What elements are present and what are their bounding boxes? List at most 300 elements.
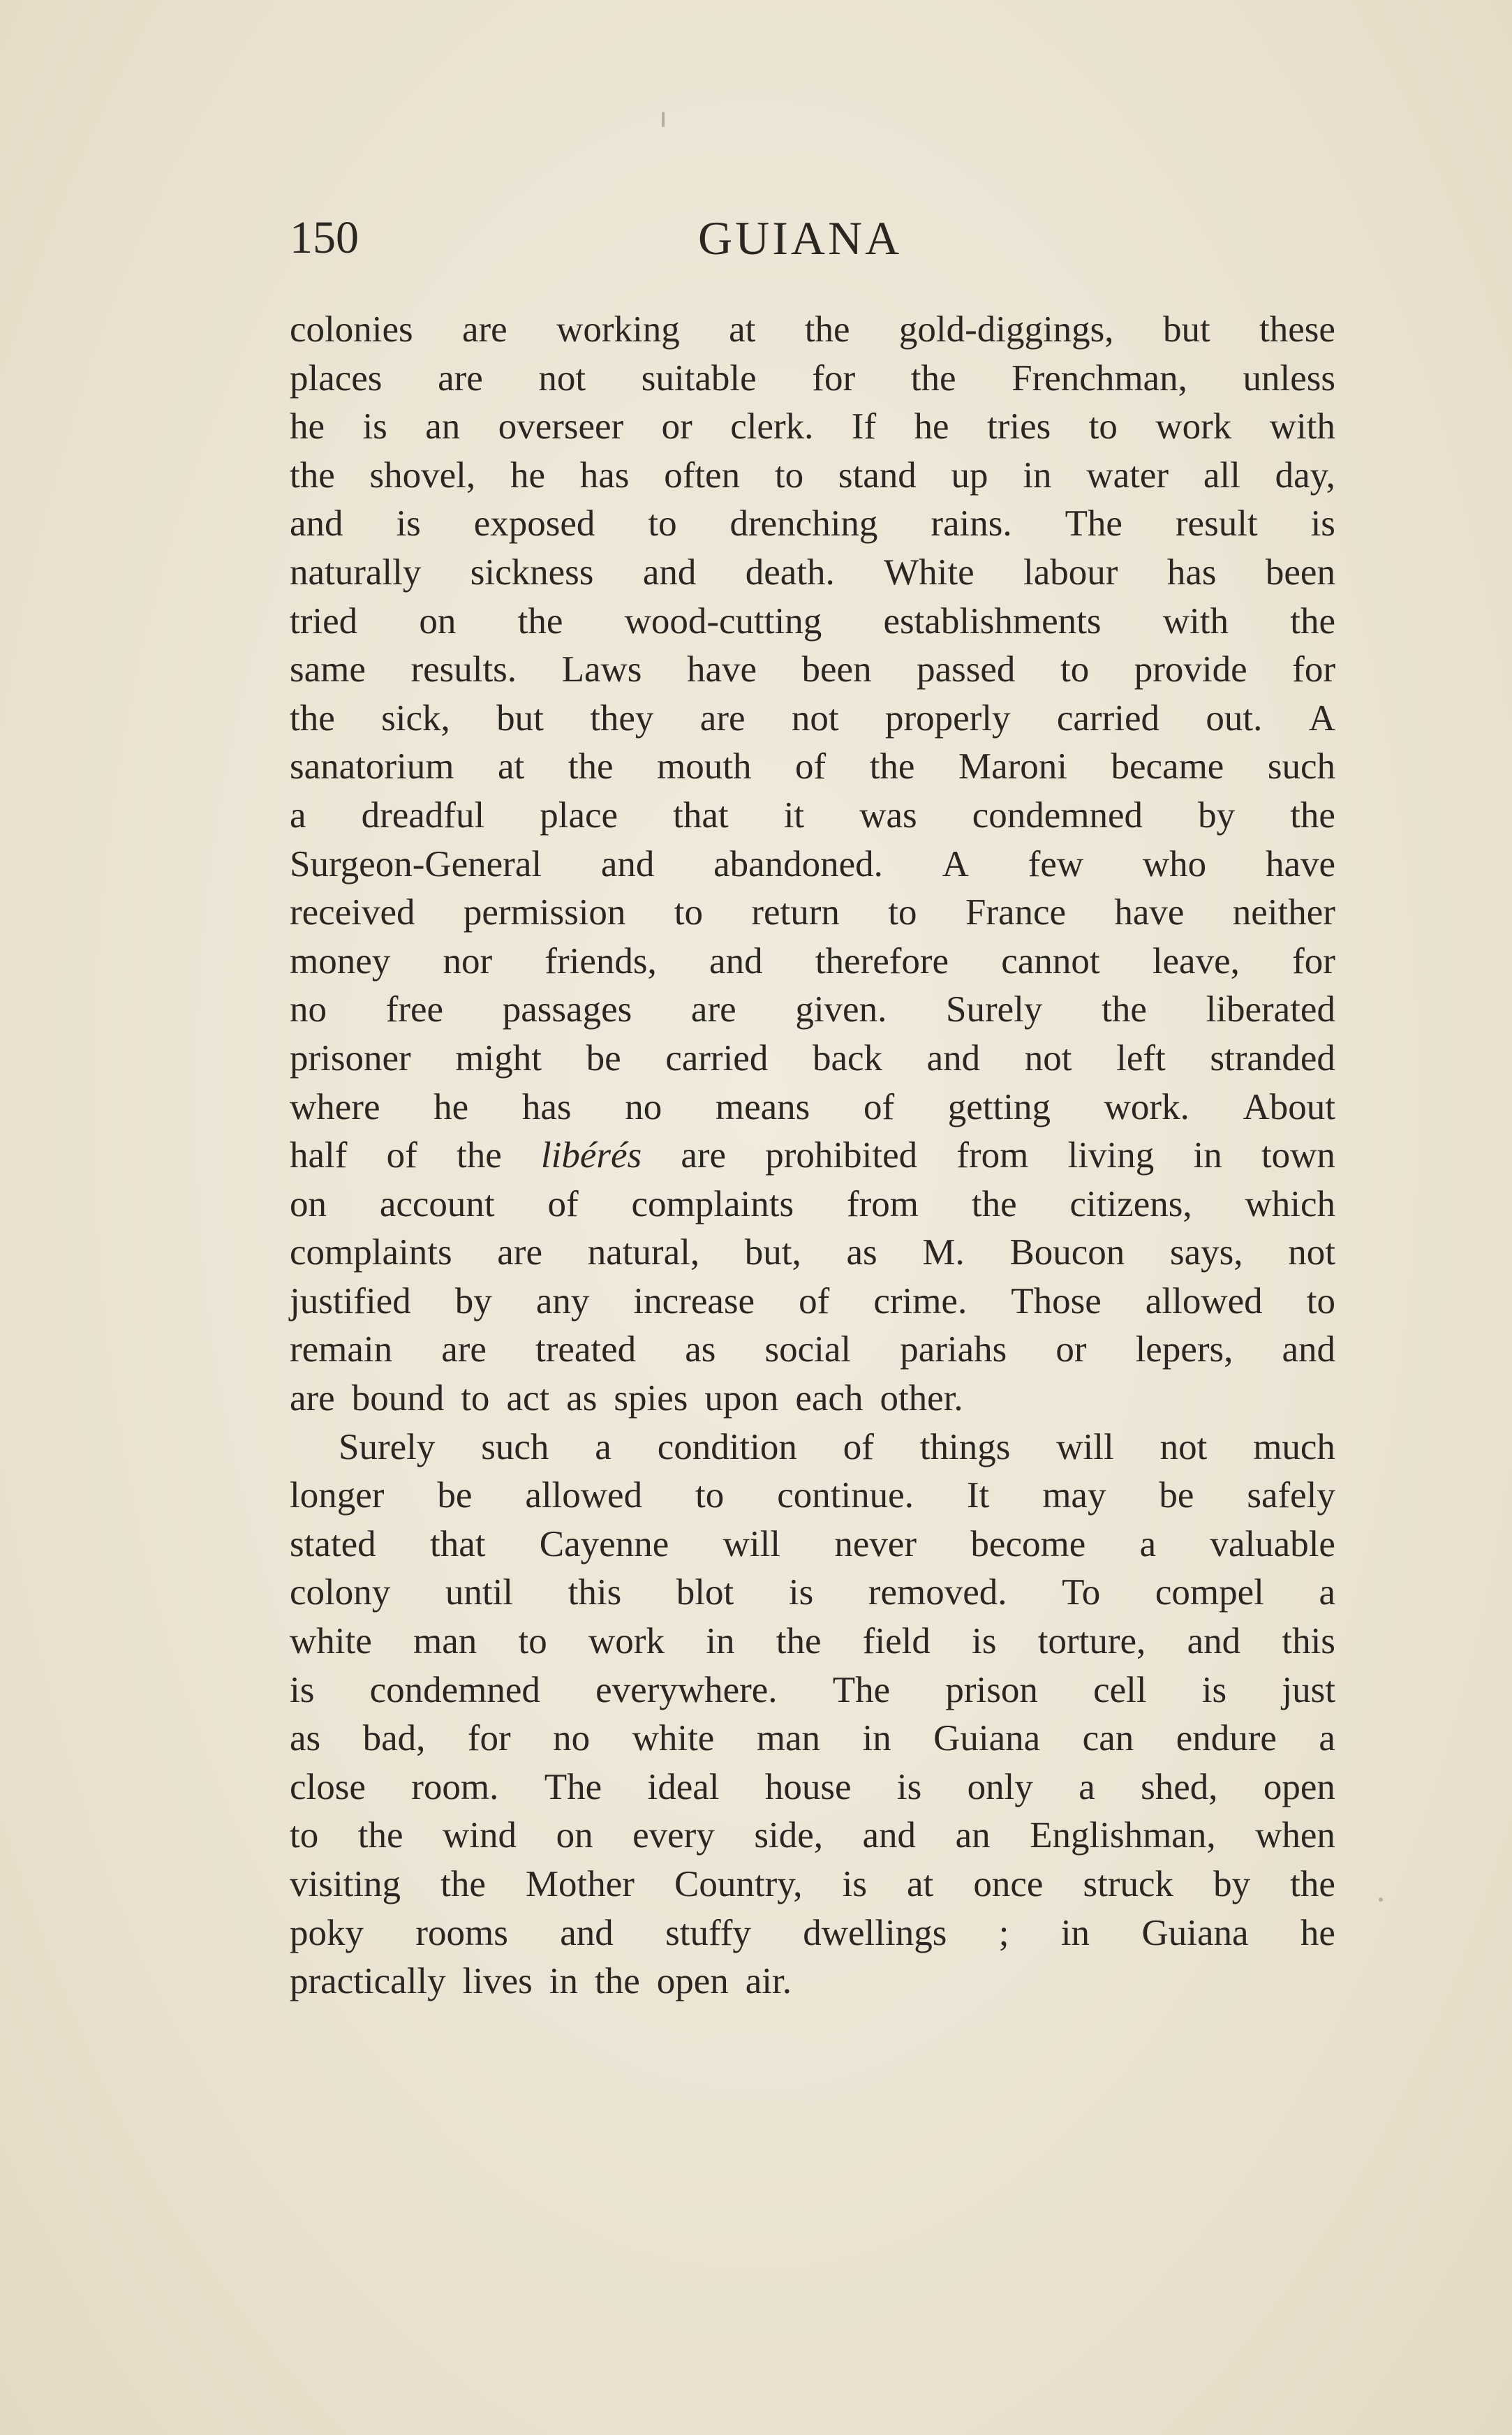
word: Country, <box>674 1864 803 1904</box>
word: Englishman, <box>1030 1815 1216 1856</box>
word: with <box>1162 600 1229 642</box>
word: death. <box>745 552 835 593</box>
word: shovel, <box>369 454 476 496</box>
text-line <box>290 889 1335 938</box>
word: this <box>568 1572 622 1613</box>
text-line <box>290 1375 1335 1423</box>
word: are <box>497 1232 542 1273</box>
word: which <box>1245 1183 1335 1224</box>
word: colonies <box>290 309 413 350</box>
word: condition <box>657 1426 797 1467</box>
text-line <box>290 1666 1335 1715</box>
word: lepers, <box>1135 1329 1233 1370</box>
word: a <box>1139 1523 1157 1564</box>
word: the <box>776 1621 822 1662</box>
word: on <box>419 600 457 642</box>
word: white <box>632 1718 715 1759</box>
word: bound <box>351 1378 445 1419</box>
word: labour <box>1023 552 1118 593</box>
word: much <box>1253 1426 1335 1467</box>
word: and <box>290 503 343 545</box>
text-line <box>290 1035 1335 1083</box>
word: are <box>290 1378 335 1419</box>
text-line <box>290 695 1335 743</box>
word: these <box>1259 309 1335 350</box>
word: Surgeon-General <box>290 843 542 885</box>
word: in <box>1193 1135 1222 1176</box>
word: unless <box>1243 357 1335 399</box>
word: Guiana <box>933 1718 1041 1759</box>
word: remain <box>290 1329 393 1370</box>
word: this <box>1282 1621 1335 1662</box>
word: complaints <box>631 1183 794 1224</box>
word: liberated <box>1206 989 1335 1030</box>
word: the <box>910 357 956 399</box>
word: he <box>510 454 545 496</box>
word: sick, <box>381 697 450 739</box>
text-line <box>290 1763 1335 1812</box>
word: and <box>1282 1329 1335 1370</box>
word: money <box>290 940 391 982</box>
word: be <box>437 1475 473 1516</box>
word: is <box>896 1766 922 1807</box>
word: colony <box>290 1572 391 1613</box>
word: on <box>556 1815 593 1856</box>
word: and <box>862 1815 917 1856</box>
word: is <box>788 1572 814 1613</box>
text-line <box>290 355 1335 404</box>
word: Boucon <box>1009 1232 1125 1273</box>
word: citizens, <box>1069 1183 1192 1224</box>
body-text <box>290 306 1335 2006</box>
word: working <box>556 309 680 350</box>
text-line <box>290 1520 1335 1569</box>
word: Surely <box>339 1426 436 1467</box>
word: given. <box>795 989 887 1030</box>
word: increase <box>633 1280 755 1322</box>
word: the <box>971 1183 1017 1224</box>
word: removed. <box>868 1572 1007 1613</box>
word: such <box>481 1426 549 1467</box>
word: to <box>648 503 677 545</box>
word: allowed <box>525 1475 643 1516</box>
text-line <box>290 1618 1335 1666</box>
word: the <box>869 746 915 787</box>
word: allowed <box>1145 1280 1263 1322</box>
word: dreadful <box>361 794 485 836</box>
word: out. <box>1206 697 1263 739</box>
word: are <box>438 357 483 399</box>
word: is <box>362 406 387 447</box>
word: carried <box>1056 697 1159 739</box>
word: The <box>544 1766 602 1807</box>
word: crime. <box>873 1280 968 1322</box>
word: getting <box>947 1086 1051 1127</box>
word: be <box>1159 1475 1194 1516</box>
word: is <box>290 1669 315 1710</box>
word: lives <box>462 1961 533 2002</box>
word: is <box>1201 1669 1227 1710</box>
word: a <box>1079 1766 1095 1807</box>
word: rooms <box>415 1912 508 1953</box>
word: Those <box>1011 1280 1102 1322</box>
word: justified <box>290 1280 411 1322</box>
word: as <box>290 1718 321 1759</box>
word: every <box>632 1815 715 1856</box>
text-line <box>290 1278 1335 1326</box>
word: until <box>445 1572 514 1613</box>
word: the <box>357 1815 403 1856</box>
text-line <box>290 1715 1335 1763</box>
word: to <box>695 1475 725 1516</box>
word: the <box>456 1135 502 1176</box>
word: ; <box>998 1912 1009 1953</box>
word: establishments <box>883 600 1102 642</box>
word: and <box>642 552 697 593</box>
word: condemned <box>972 794 1143 836</box>
text-line <box>290 1423 1335 1472</box>
text-line <box>290 841 1335 889</box>
word: A <box>1308 697 1335 739</box>
word: Frenchman, <box>1011 357 1187 399</box>
text-line <box>290 646 1335 695</box>
word: to <box>888 892 917 933</box>
paper-speck <box>1379 1897 1383 1902</box>
word: condemned <box>369 1669 540 1710</box>
word: Maroni <box>958 746 1067 787</box>
word: ideal <box>647 1766 720 1807</box>
word: friends, <box>544 940 657 982</box>
word: house <box>764 1766 852 1807</box>
word: no <box>625 1086 662 1127</box>
word: About <box>1243 1086 1335 1127</box>
word: for <box>812 357 856 399</box>
word: A <box>942 843 969 885</box>
word: back <box>812 1037 883 1079</box>
word: properly <box>884 697 1011 739</box>
word: act <box>506 1378 550 1419</box>
word: he <box>914 406 949 447</box>
word: place <box>540 794 618 836</box>
word: from <box>846 1183 919 1224</box>
word: a <box>1319 1718 1335 1759</box>
word: but <box>496 697 544 739</box>
word: Mother <box>525 1864 635 1904</box>
word: and <box>1187 1621 1241 1662</box>
word: has <box>1166 552 1217 593</box>
word: at <box>729 309 756 350</box>
word: not <box>1024 1037 1072 1079</box>
text-line <box>290 1569 1335 1618</box>
word: few <box>1028 843 1084 885</box>
word: left <box>1116 1037 1166 1079</box>
word: drenching <box>729 503 878 545</box>
word: account <box>379 1183 495 1224</box>
word: stuffy <box>665 1912 751 1953</box>
word: If <box>851 406 877 447</box>
word: to <box>1306 1280 1335 1322</box>
word: the <box>1290 600 1335 642</box>
word: exposed <box>473 503 595 545</box>
word: that <box>429 1523 486 1564</box>
word: of <box>863 1086 895 1127</box>
word: field <box>862 1621 931 1662</box>
word: will <box>722 1523 781 1564</box>
word: other. <box>880 1378 963 1419</box>
word: clerk. <box>730 406 814 447</box>
text-line <box>290 1812 1335 1860</box>
word: an <box>425 406 461 447</box>
word: by <box>1198 794 1236 836</box>
word: for <box>1292 940 1335 982</box>
word: compel <box>1155 1572 1264 1613</box>
word: prison <box>945 1669 1038 1710</box>
word: tried <box>290 600 358 642</box>
word: continue. <box>777 1475 914 1516</box>
word: shed, <box>1141 1766 1218 1807</box>
word: and <box>709 940 763 982</box>
word: to <box>461 1378 490 1419</box>
word: for <box>1292 649 1335 690</box>
word: and <box>926 1037 981 1079</box>
word: in <box>1060 1912 1090 1953</box>
word: struck <box>1083 1864 1173 1904</box>
word: such <box>1267 746 1335 787</box>
word: in <box>549 1961 578 2002</box>
word: naturally <box>290 552 422 593</box>
word: stated <box>290 1523 376 1564</box>
word: man <box>413 1621 477 1662</box>
text-line <box>290 306 1335 355</box>
word: to <box>1088 406 1118 447</box>
word: just <box>1282 1669 1335 1710</box>
word: are <box>462 309 507 350</box>
word: work <box>588 1621 665 1662</box>
word: stand <box>838 454 917 496</box>
word: is <box>1310 503 1335 545</box>
word: man <box>756 1718 821 1759</box>
word: The <box>1065 503 1122 545</box>
word: not <box>791 697 839 739</box>
word: to <box>1060 649 1090 690</box>
word: wood-cutting <box>624 600 822 642</box>
word: they <box>590 697 654 739</box>
word: To <box>1062 1572 1101 1613</box>
word: was <box>859 794 917 836</box>
word: for <box>467 1718 511 1759</box>
word: have <box>1114 892 1185 933</box>
word: have <box>686 649 757 690</box>
word: may <box>1042 1475 1106 1516</box>
word: M. <box>922 1232 965 1273</box>
word: room. <box>411 1766 499 1807</box>
word: of <box>547 1183 579 1224</box>
word: once <box>973 1864 1044 1904</box>
text-line <box>290 403 1335 452</box>
word: to <box>674 892 704 933</box>
word: free <box>385 989 444 1030</box>
word: living <box>1067 1135 1155 1176</box>
word: rains. <box>931 503 1012 545</box>
word: are <box>699 697 746 739</box>
word: means <box>715 1086 810 1127</box>
text-line <box>290 452 1335 501</box>
word: who <box>1142 843 1207 885</box>
word: the <box>568 746 614 787</box>
text-line <box>290 792 1335 841</box>
word: neither <box>1232 892 1335 933</box>
word: not <box>1159 1426 1208 1467</box>
word: as <box>566 1378 598 1419</box>
word: as <box>685 1329 716 1370</box>
word: places <box>290 357 383 399</box>
word: longer <box>290 1475 385 1516</box>
word: from <box>956 1135 1029 1176</box>
word: the <box>440 1864 486 1904</box>
text-line <box>290 1957 1335 2006</box>
word: and <box>600 843 655 885</box>
word: France <box>965 892 1067 933</box>
word: mouth <box>657 746 752 787</box>
word: everywhere. <box>595 1669 778 1710</box>
word: blot <box>676 1572 734 1613</box>
word: libérés <box>540 1135 642 1176</box>
text-line <box>290 986 1335 1035</box>
word: the <box>290 697 335 739</box>
word: no <box>290 989 327 1030</box>
word: by <box>454 1280 492 1322</box>
word: has <box>521 1086 572 1127</box>
word: of <box>799 1280 830 1322</box>
word: up <box>951 454 988 496</box>
word: as <box>846 1232 877 1273</box>
word: passages <box>502 989 632 1030</box>
text-line <box>290 1472 1335 1520</box>
text-line <box>290 1229 1335 1278</box>
word: return <box>751 892 840 933</box>
text-line <box>290 1326 1335 1375</box>
text-line <box>290 598 1335 646</box>
word: town <box>1261 1135 1335 1176</box>
word: Cayenne <box>539 1523 669 1564</box>
text-line <box>290 1860 1335 1909</box>
word: all <box>1203 454 1240 496</box>
word: is <box>972 1621 997 1662</box>
word: open <box>1263 1766 1335 1807</box>
word: be <box>586 1037 621 1079</box>
word: at <box>907 1864 934 1904</box>
word: passed <box>917 649 1016 690</box>
word: not <box>1288 1232 1335 1273</box>
word: dwellings <box>803 1912 947 1953</box>
word: a <box>595 1426 612 1467</box>
text-line <box>290 1181 1335 1229</box>
word: permission <box>463 892 626 933</box>
word: or <box>1055 1329 1087 1370</box>
word: provide <box>1134 649 1247 690</box>
word: day, <box>1275 454 1335 496</box>
word: cannot <box>1001 940 1100 982</box>
word: the <box>1290 1864 1335 1904</box>
paper-speck <box>662 112 665 127</box>
word: visiting <box>290 1864 401 1904</box>
word: same <box>290 649 366 690</box>
word: complaints <box>290 1232 452 1273</box>
word: practically <box>290 1961 446 2002</box>
word: suitable <box>641 357 757 399</box>
word: been <box>1265 552 1335 593</box>
word: he <box>290 406 325 447</box>
word: treated <box>535 1329 637 1370</box>
word: become <box>970 1523 1086 1564</box>
word: of <box>843 1426 874 1467</box>
word: only <box>967 1766 1033 1807</box>
word: of <box>386 1135 417 1176</box>
word: the <box>1102 989 1147 1030</box>
word: the <box>1290 794 1335 836</box>
word: an <box>955 1815 991 1856</box>
word: White <box>884 552 974 593</box>
text-line <box>290 1909 1335 1958</box>
page-number: 150 <box>290 212 359 263</box>
word: spies <box>614 1378 688 1419</box>
word: prohibited <box>765 1135 918 1176</box>
text-line <box>290 1132 1335 1181</box>
word: is <box>396 503 421 545</box>
word: poky <box>290 1912 364 1953</box>
word: close <box>290 1766 366 1807</box>
word: Guiana <box>1141 1912 1249 1953</box>
word: It <box>966 1475 990 1516</box>
word: wind <box>443 1815 517 1856</box>
word: air. <box>745 1961 792 2002</box>
text-line <box>290 549 1335 598</box>
word: to <box>290 1815 319 1856</box>
word: been <box>801 649 872 690</box>
word: therefore <box>815 940 949 982</box>
word: in <box>862 1718 891 1759</box>
word: stranded <box>1210 1037 1335 1079</box>
word: bad, <box>362 1718 426 1759</box>
word: upon <box>704 1378 779 1419</box>
word: has <box>579 454 630 496</box>
word: gold-diggings, <box>898 309 1114 350</box>
word: the <box>595 1961 640 2002</box>
word: a <box>1319 1572 1335 1613</box>
word: any <box>535 1280 590 1322</box>
word: result <box>1175 503 1258 545</box>
word: or <box>661 406 692 447</box>
word: abandoned. <box>713 843 883 885</box>
word: carried <box>665 1037 769 1079</box>
word: Laws <box>561 649 642 690</box>
word: often <box>664 454 741 496</box>
word: torture, <box>1037 1621 1146 1662</box>
word: says, <box>1170 1232 1243 1273</box>
word: and <box>560 1912 614 1953</box>
word: are <box>441 1329 487 1370</box>
word: but <box>1162 309 1210 350</box>
word: can <box>1082 1718 1134 1759</box>
word: it <box>783 794 805 836</box>
word: but, <box>744 1232 801 1273</box>
word: sickness <box>470 552 594 593</box>
text-line <box>290 1083 1335 1132</box>
word: by <box>1213 1864 1251 1904</box>
word: work <box>1155 406 1232 447</box>
word: the <box>290 454 335 496</box>
word: are <box>681 1135 727 1176</box>
